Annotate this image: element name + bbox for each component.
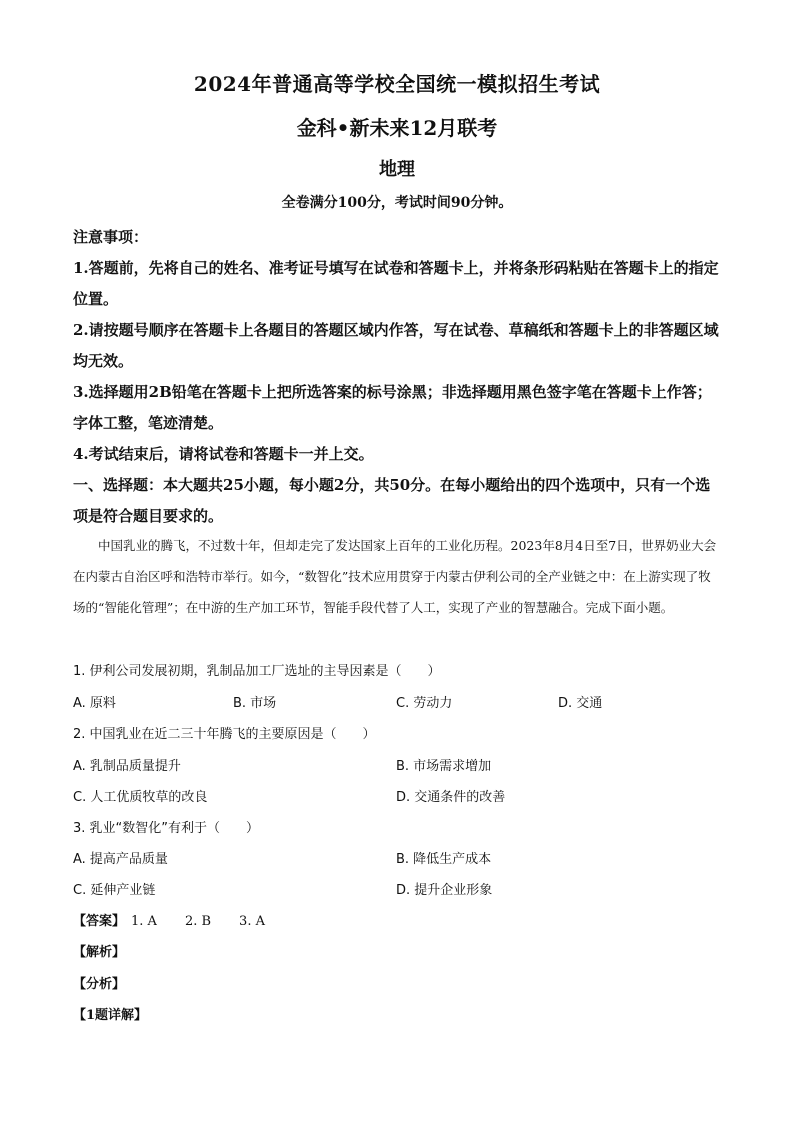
question-option: C. 劳动力 xyxy=(396,696,453,711)
detail-heading: 【1题详解】 xyxy=(73,1008,148,1023)
question-option: A. 乳制品质量提升 xyxy=(73,759,181,774)
question-stem: 1. 伊利公司发展初期，乳制品加工厂选址的主导因素是（ ） xyxy=(73,664,441,679)
exam-info: 全卷满分100分，考试时间90分钟。 xyxy=(281,195,513,211)
exam-subtitle: 金科•新未来12月联考 xyxy=(296,116,498,140)
analysis-heading: 【解析】 xyxy=(73,945,126,960)
notes-item: 1.答题前，先将自己的姓名、准考证号填写在试卷和答题卡上，并将条形码粘贴在答题卡上的指定位置。 xyxy=(73,259,719,308)
answer-tag: 【答案】 xyxy=(73,914,126,929)
section-heading: 一、选择题：本大题共25小题，每小题2分，共50分。在每小题给出的四个选项中，只有一个选项是符合题目要求的。 xyxy=(73,476,711,525)
question-option: B. 降低生产成本 xyxy=(396,852,492,867)
notes-heading: 注意事项： xyxy=(73,228,149,246)
notes-item: 3.选择题用2B铅笔在答题卡上把所选答案的标号涂黑；非选择题用黑色签字笔在答题卡上作答；字体工整，笔迹清楚。 xyxy=(73,383,712,432)
answer-line xyxy=(73,910,287,929)
question-option: C. 人工优质牧草的改良 xyxy=(73,790,208,805)
question-option: A. 原料 xyxy=(73,696,116,711)
question-option: C. 延伸产业链 xyxy=(73,883,156,898)
answer-item: 3. A xyxy=(239,914,265,929)
question-option: B. 市场需求增加 xyxy=(396,759,492,774)
reading-passage: 中国乳业的腾飞，不过数十年，但却走完了发达国家上百年的工业化历程。2023年8月4日至7日，世界奶业大会在内蒙古自治区呼和浩特市举行。如今，“数智化”技术应用贯穿于内蒙古伊利公司的全产业链之中：在上游实现了牧场的“智能化管理”；在中游的生产加工环节，智能手段代替了人工，实现了产业的智慧融合。完成下面小题。 xyxy=(73,538,717,615)
analysis-subheading: 【分析】 xyxy=(73,977,126,992)
exam-title: 2024年普通高等学校全国统一模拟招生考试 xyxy=(193,72,601,96)
notes-block xyxy=(73,222,723,470)
question-option: D. 交通 xyxy=(558,696,603,711)
notes-item: 2.请按题号顺序在答题卡上各题目的答题区域内作答，写在试卷、草稿纸和答题卡上的非答题区域均无效。 xyxy=(73,321,719,370)
question-stem: 2. 中国乳业在近二三十年腾飞的主要原因是（ ） xyxy=(73,727,376,742)
answer-item: 1. A xyxy=(131,914,157,929)
question-option: A. 提高产品质量 xyxy=(73,852,168,867)
notes-item: 4.考试结束后，请将试卷和答题卡一并上交。 xyxy=(73,445,374,463)
subject-title: 地理 xyxy=(379,159,415,180)
answer-item: 2. B xyxy=(184,914,212,929)
question-option: D. 交通条件的改善 xyxy=(396,790,506,805)
question-option: B. 市场 xyxy=(233,696,277,711)
question-stem: 3. 乳业“数智化”有利于（ ） xyxy=(73,821,260,836)
question-option: D. 提升企业形象 xyxy=(396,883,493,898)
